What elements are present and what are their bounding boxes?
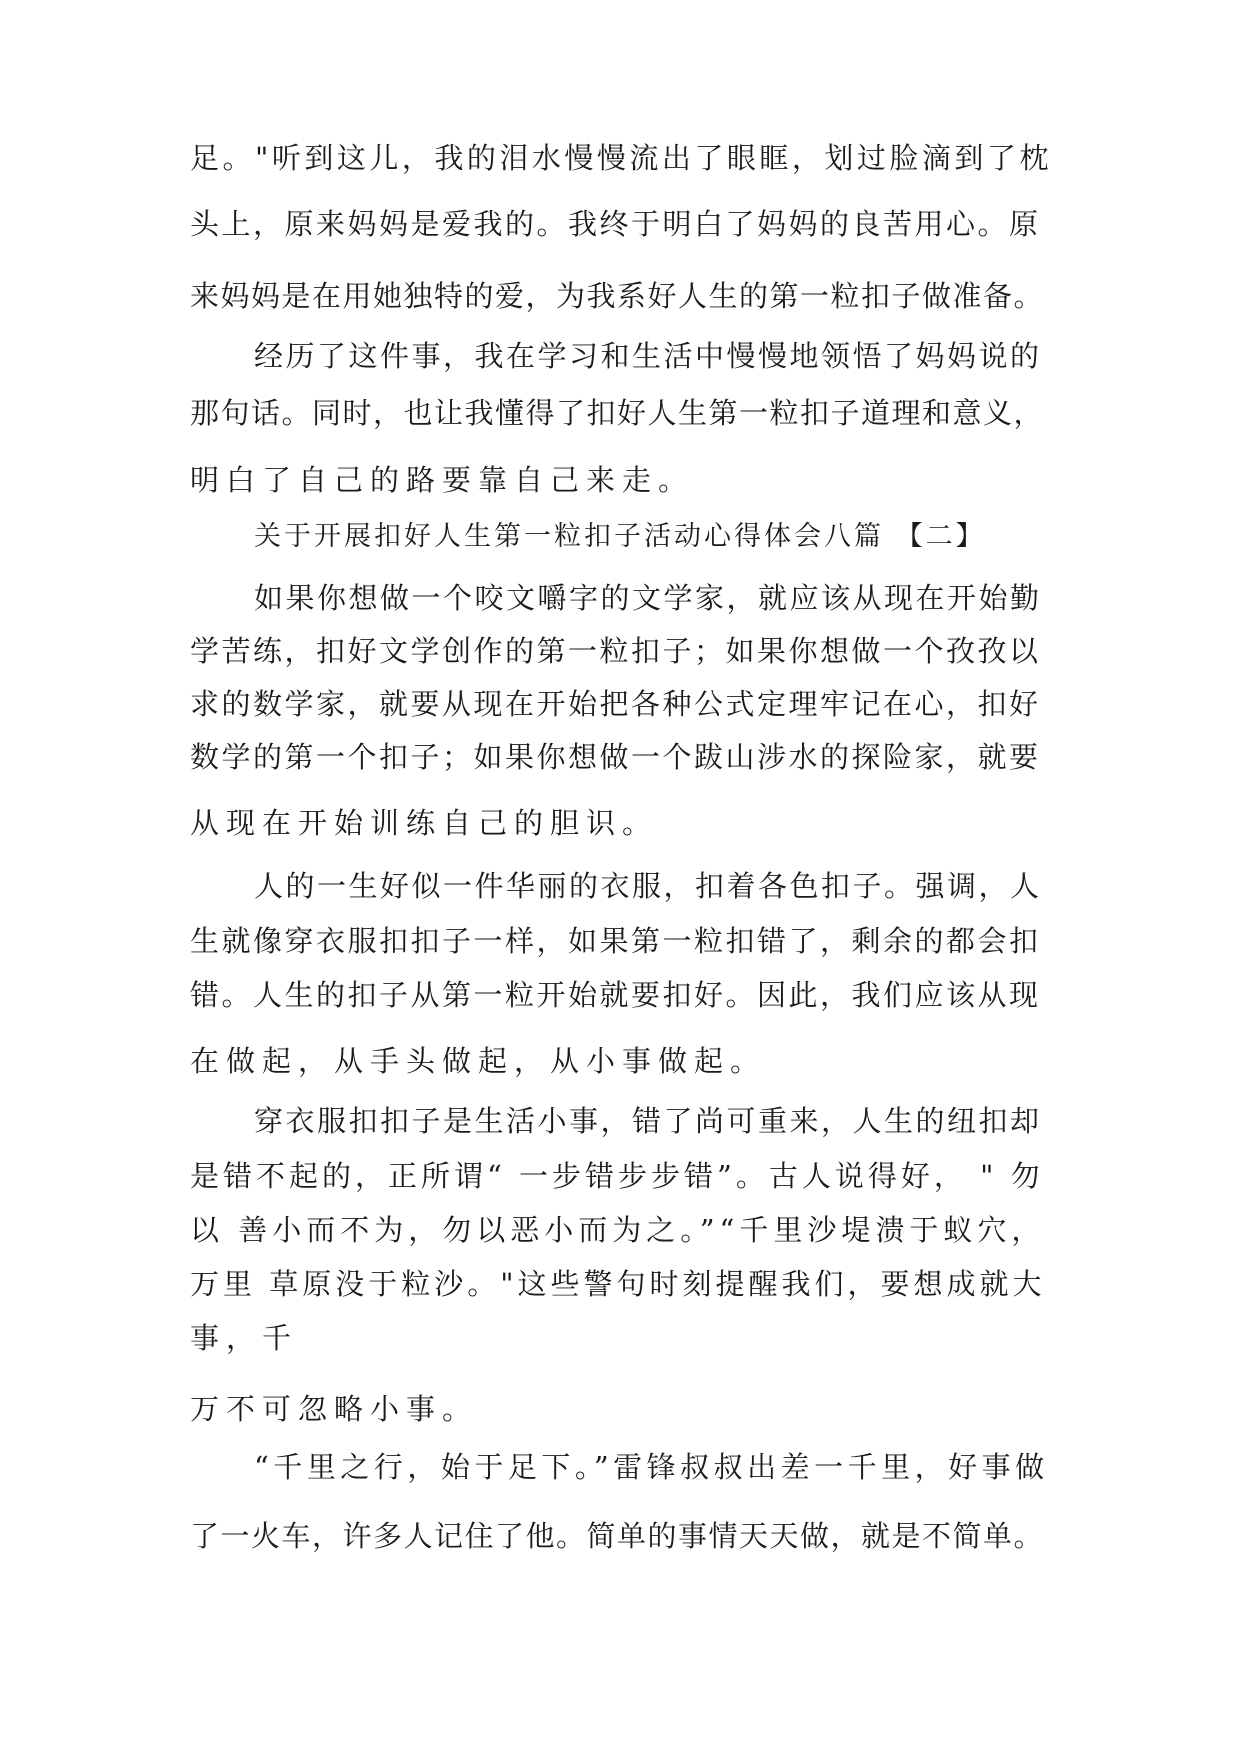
text-line: 经历了这件事，我在学习和生活中慢慢地领悟了妈妈说的 (254, 339, 1042, 373)
text-line: 万不可忽略小事。 (190, 1392, 479, 1426)
text-line: 是错不起的，正所谓“ 一步错步步错”。古人说得好， " 勿 (190, 1159, 1044, 1193)
text-line: 足。"听到这儿，我的泪水慢慢流出了眼眶，划过脸滴到了枕 (190, 141, 1052, 175)
text-line: 事，千 (190, 1321, 299, 1355)
text-line: 错。人生的扣子从第一粒开始就要扣好。因此，我们应该从现 (190, 978, 1041, 1012)
text-line: 生就像穿衣服扣扣子一样，如果第一粒扣错了，剩余的都会扣 (190, 924, 1041, 958)
text-line: 从现在开始训练自己的胆识。 (190, 806, 659, 840)
text-line: 如果你想做一个咬文嚼字的文学家，就应该从现在开始勤 (254, 581, 1042, 615)
text-line: 在做起，从手头做起，从小事做起。 (190, 1044, 767, 1078)
text-line: 以 善小而不为，勿以恶小而为之。”“千里沙堤溃于蚁穴， (190, 1213, 1046, 1247)
text-line: 明白了自己的路要靠自己来走。 (190, 463, 695, 497)
text-line: 了一火车，许多人记住了他。简单的事情天天做，就是不简单。 (190, 1519, 1045, 1553)
section-heading: 关于开展扣好人生第一粒扣子活动心得体会八篇 【二】 (254, 521, 986, 552)
text-line: 人的一生好似一件华丽的衣服，扣着各色扣子。强调，人 (254, 869, 1042, 903)
text-line: 万里 草原没于粒沙。"这些警句时刻提醒我们，要想成就大 (190, 1267, 1046, 1301)
text-line: 穿衣服扣扣子是生活小事，错了尚可重来，人生的纽扣却 (254, 1104, 1042, 1138)
text-line: 数学的第一个扣子；如果你想做一个跋山涉水的探险家，就要 (190, 740, 1041, 774)
text-line: “千里之行，始于足下。”雷锋叔叔出差一千里，好事做 (254, 1450, 1049, 1484)
text-line: 头上，原来妈妈是爱我的。我终于明白了妈妈的良苦用心。原 (190, 207, 1041, 241)
text-line: 学苦练，扣好文学创作的第一粒扣子；如果你想做一个孜孜以 (190, 634, 1041, 668)
text-line: 那句话。同时，也让我懂得了扣好人生第一粒扣子道理和意义， (190, 396, 1045, 430)
text-line: 来妈妈是在用她独特的爱，为我系好人生的第一粒扣子做准备。 (190, 279, 1045, 313)
text-line: 求的数学家，就要从现在开始把各种公式定理牢记在心，扣好 (190, 687, 1041, 721)
